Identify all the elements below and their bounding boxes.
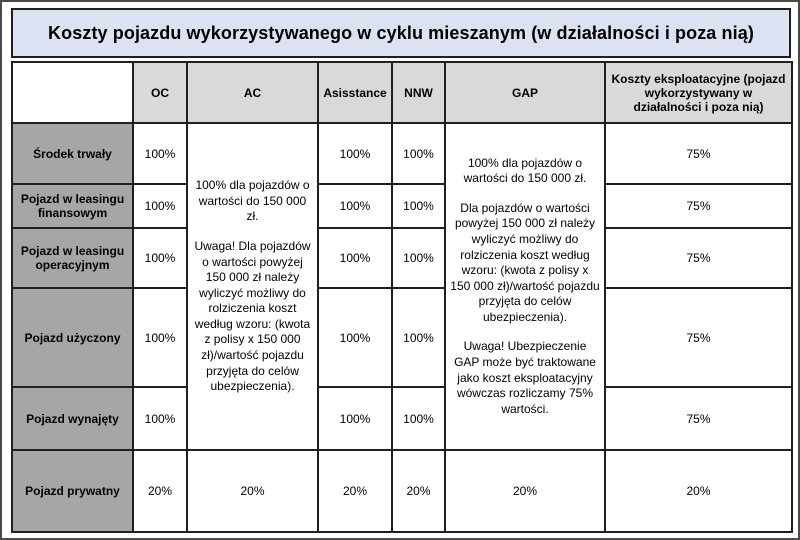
col-header-ac: AC bbox=[187, 62, 318, 123]
nnw-value: 100% bbox=[392, 228, 445, 288]
gap-note-paragraph: 100% dla pojazdów o wartości do 150 000 zł. bbox=[463, 155, 587, 186]
eksploatacyjne-value: 75% bbox=[605, 387, 792, 450]
eksploatacyjne-value: 75% bbox=[605, 184, 792, 228]
table-row bbox=[12, 288, 792, 387]
gap-note-paragraph: Uwaga! Ubezpieczenie GAP może być traktowane jako koszt eksploatacyjny wówczas rozliczamy 75% wartości. bbox=[454, 339, 596, 416]
asisstance-value: 100% bbox=[318, 387, 392, 450]
table-row bbox=[12, 184, 792, 228]
ac-note-cell bbox=[187, 123, 318, 450]
ac-note-paragraph: 100% dla pojazdów o wartości do 150 000 zł. bbox=[195, 178, 310, 224]
oc-value: 100% bbox=[133, 288, 187, 387]
col-header-asisstance: Asisstance bbox=[318, 62, 392, 123]
ac-private-value: 20% bbox=[187, 450, 318, 532]
row-label-pojazd-prywatny: Pojazd prywatny bbox=[12, 450, 133, 532]
gap-note-paragraph: Dla pojazdów o wartości powyżej 150 000 zł należy wyliczyć możliwy do rolziczenia koszt według wzoru: (kwota z polisy x 150 000 zł)/wartość pojazdu przyjęta do celów ubezpieczenia). bbox=[450, 200, 600, 324]
asisstance-value: 100% bbox=[318, 228, 392, 288]
eksploatacyjne-value: 75% bbox=[605, 123, 792, 184]
eksploatacyjne-value: 75% bbox=[605, 288, 792, 387]
asisstance-value: 100% bbox=[318, 123, 392, 184]
table-row bbox=[12, 450, 792, 532]
row-label-pojazd-wynajety: Pojazd wynajęty bbox=[12, 387, 133, 450]
gap-private-value: 20% bbox=[445, 450, 605, 532]
table-row bbox=[12, 387, 792, 450]
header-row bbox=[12, 62, 792, 123]
nnw-value: 100% bbox=[392, 184, 445, 228]
row-label-pojazd-uzyczony: Pojazd użyczony bbox=[12, 288, 133, 387]
col-header-oc: OC bbox=[133, 62, 187, 123]
nnw-value: 100% bbox=[392, 123, 445, 184]
col-header-gap: GAP bbox=[445, 62, 605, 123]
eksploatacyjne-value: 75% bbox=[605, 228, 792, 288]
nnw-value: 100% bbox=[392, 387, 445, 450]
oc-value: 100% bbox=[133, 184, 187, 228]
table-title: Koszty pojazdu wykorzystywanego w cyklu mieszanym (w działalności i poza nią) bbox=[11, 8, 791, 58]
nnw-value: 20% bbox=[392, 450, 445, 532]
col-header-nnw: NNW bbox=[392, 62, 445, 123]
ac-note-paragraph: Uwaga! Dla pojazdów o wartości powyżej 150 000 zł należy wyliczyć możliwy do rolziczenia koszt według wzoru: (kwota z polisy x 150 000 zł)/wartość pojazdu przyjęta do celów ubezpieczenia). bbox=[194, 238, 311, 394]
asisstance-value: 100% bbox=[318, 184, 392, 228]
oc-value: 100% bbox=[133, 228, 187, 288]
asisstance-value: 20% bbox=[318, 450, 392, 532]
gap-note-cell bbox=[445, 123, 605, 450]
eksploatacyjne-value: 20% bbox=[605, 450, 792, 532]
oc-value: 20% bbox=[133, 450, 187, 532]
col-header-eksploatacyjne: Koszty eksploatacyjne (pojazd wykorzystywany w działalności i poza nią) bbox=[605, 62, 792, 123]
row-label-leasing-operacyjny: Pojazd w leasingu operacyjnym bbox=[12, 228, 133, 288]
corner-cell bbox=[12, 62, 133, 123]
vehicle-costs-table bbox=[11, 61, 793, 533]
row-label-leasing-finansowy: Pojazd w leasingu finansowym bbox=[12, 184, 133, 228]
asisstance-value: 100% bbox=[318, 288, 392, 387]
row-label-srodek-trwaly: Środek trwały bbox=[12, 123, 133, 184]
oc-value: 100% bbox=[133, 387, 187, 450]
table-row bbox=[12, 123, 792, 184]
oc-value: 100% bbox=[133, 123, 187, 184]
table-row bbox=[12, 228, 792, 288]
nnw-value: 100% bbox=[392, 288, 445, 387]
